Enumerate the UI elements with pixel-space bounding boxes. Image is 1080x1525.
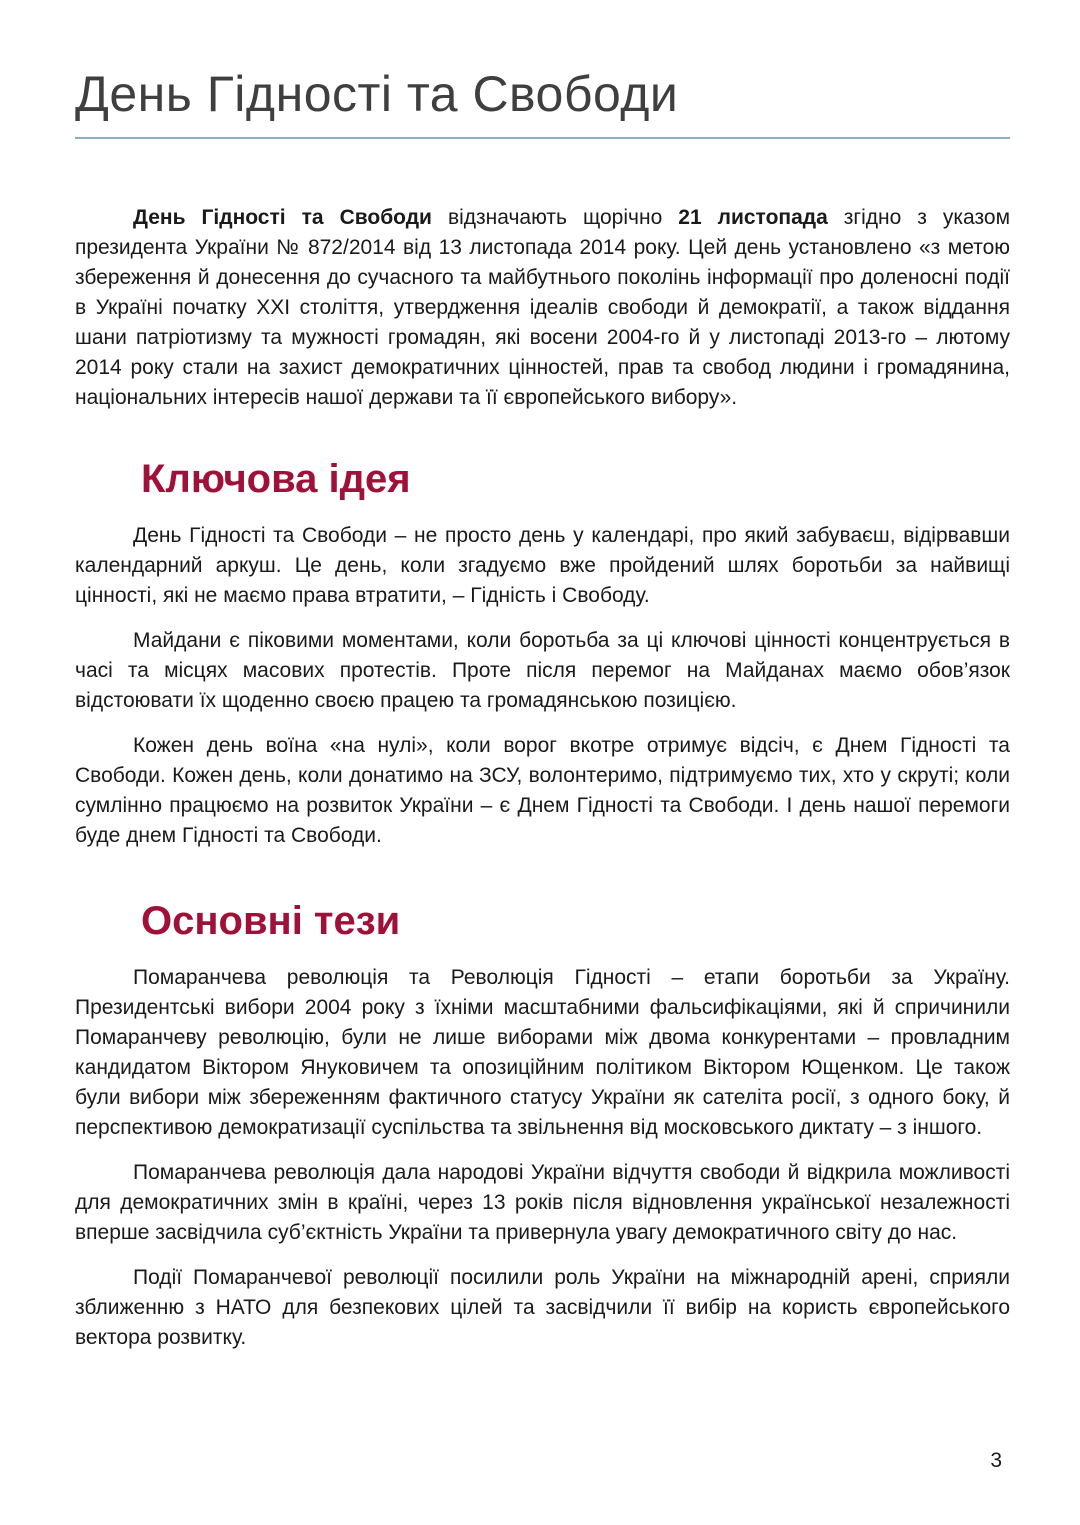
section-heading-key-idea: Ключова ідея [141, 456, 411, 501]
page-title: День Гідності та Свободи [75, 66, 1010, 139]
paragraph-theses-3: Події Помаранчевої революції посилили роль України на міжнародній арені, сприяли зближенню з НАТО для безпекових цілей та засвідчили її вибір на користь європейського вектора розвитку. [75, 1265, 1010, 1349]
section-heading-main-theses: Основні тези [141, 898, 401, 943]
paragraph-key-idea-3: Кожен день воїна «на нулі», коли ворог вкотре отримує відсіч, є Днем Гідності та Свободи. Кожен день, коли донатимо на ЗСУ, волонтеримо, підтримуємо тих, хто у скруті; коли сумлінно працюємо на розвиток України – є Днем Гідності та Свободи. І день нашої перемоги буде днем Гідності та Свободи. [75, 733, 1010, 847]
paragraph-key-idea-2: Майдани є піковими моментами, коли боротьба за ці ключові цінності концентрується в часі та місцях масових протестів. Проте після перемог на Майданах маємо обов’язок відстоювати їх щоденно своєю працею та громадянською позицією. [75, 628, 1010, 712]
page-number: 3 [990, 1449, 1002, 1472]
paragraph-theses-2: Помаранчева революція дала народові України відчуття свободи й відкрила можливості для демократичних змін в країні, через 13 років після відновлення української незалежності вперше засвідчила суб’єктність України та привернула увагу демократичного світу до нас. [75, 1160, 1010, 1244]
page-content [0, 66, 1080, 1353]
intro-paragraph: День Гідності та Свободи відзначають щорічно 21 листопада згідно з указом президента України № 872/2014 від 13 листопада 2014 року. Цей день установлено «з метою збереження й донесення до сучасного та майбутнього поколінь інформації про доленосні події в Україні початку XXI століття, утвердження ідеалів свободи й демократії, а також віддання шани патріотизму та мужності громадян, які восени 2004-го й у листопаді 2013-го – лютому 2014 року стали на захист демократичних цінностей, прав та свобод людини і громадянина, національних інтересів нашої держави та її європейського вибору». [75, 205, 1011, 409]
paragraph-key-idea-1: День Гідності та Свободи – не просто день у календарі, про який забуваєш, відірвавши календарний аркуш. Це день, коли згадуємо вже пройдений шлях боротьби за найвищі цінності, які не маємо права втратити, – Гідність і Свободу. [75, 523, 1010, 607]
paragraph-theses-1: Помаранчева революція та Революція Гідності – етапи боротьби за Україну. Президентські вибори 2004 року з їхніми масштабними фальсифікаціями, які й спричинили Помаранчеву революцію, були не лише виборами між двома конкурентами – провладним кандидатом Віктором Януковичем та опозиційним політиком Віктором Ющенком. Це також були вибори між збереженням фактичного статусу України як сателіта росії, з одного боку, й перспективою демократизації суспільства та звільнення від московського диктату – з іншого. [75, 965, 1010, 1139]
